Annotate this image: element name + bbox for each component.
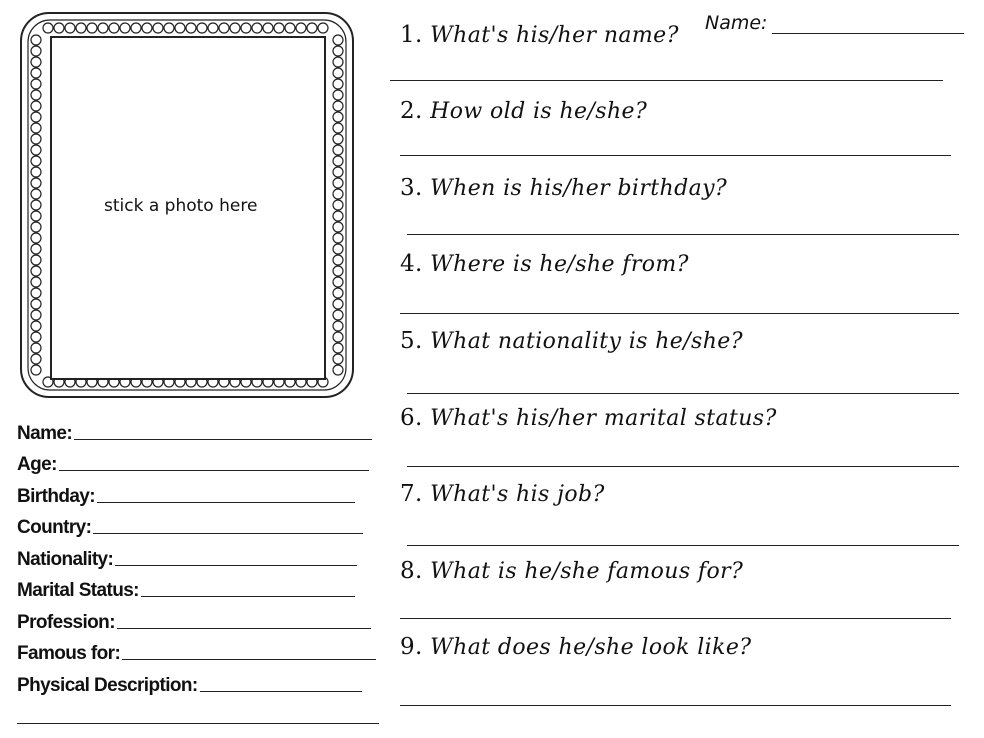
- frame-scallop: [241, 23, 251, 33]
- question-text: What nationality is he/she?: [430, 329, 743, 354]
- field-line[interactable]: [122, 659, 376, 660]
- frame-scallop: [164, 23, 174, 33]
- frame-scallop: [333, 310, 343, 320]
- frame-scallop: [31, 112, 41, 122]
- frame-scallop: [333, 255, 343, 265]
- frame-scallop: [31, 277, 41, 287]
- frame-scallop: [31, 46, 41, 56]
- frame-scallop: [31, 90, 41, 100]
- frame-scallop: [76, 23, 86, 33]
- frame-scallop: [333, 167, 343, 177]
- frame-scallop: [31, 233, 41, 243]
- frame-scallop: [333, 156, 343, 166]
- frame-scallop: [131, 23, 141, 33]
- student-name-line[interactable]: [772, 33, 964, 34]
- frame-scallop: [142, 23, 152, 33]
- frame-scallop: [333, 299, 343, 309]
- frame-scallop: [31, 332, 41, 342]
- question-number: 5.: [400, 328, 423, 354]
- question-number: 7.: [400, 481, 423, 507]
- frame-scallop: [333, 321, 343, 331]
- frame-scallop: [153, 23, 163, 33]
- field-line[interactable]: [117, 628, 371, 629]
- question-number: 6.: [400, 405, 423, 431]
- frame-scallop: [109, 23, 119, 33]
- frame-scallop: [31, 79, 41, 89]
- field-line[interactable]: [93, 533, 363, 534]
- frame-scallop: [307, 23, 317, 33]
- field-profession: [17, 602, 381, 634]
- field-label: Marital Status:: [17, 580, 139, 601]
- field-line[interactable]: [74, 439, 372, 440]
- frame-scallop: [31, 321, 41, 331]
- question-text: Where is he/she from?: [430, 252, 689, 277]
- frame-scallop: [31, 35, 41, 45]
- field-line[interactable]: [97, 502, 355, 503]
- frame-scallop: [333, 178, 343, 188]
- answer-line-8[interactable]: [400, 618, 951, 619]
- frame-scallop: [333, 266, 343, 276]
- photo-placeholder-text: stick a photo here: [104, 196, 258, 216]
- frame-scallop: [31, 178, 41, 188]
- frame-scallop: [175, 23, 185, 33]
- frame-scallop: [333, 343, 343, 353]
- answer-line-1[interactable]: [390, 80, 943, 81]
- question-text: What's his job?: [430, 482, 605, 507]
- frame-scallop: [31, 222, 41, 232]
- question-number: 1.: [400, 22, 423, 48]
- frame-scallop: [274, 23, 284, 33]
- frame-scallop: [333, 90, 343, 100]
- field-name: [17, 413, 381, 445]
- frame-scallop: [186, 23, 196, 33]
- frame-scallop: [208, 23, 218, 33]
- frame-scallop: [333, 244, 343, 254]
- field-marital-status: [17, 571, 381, 603]
- frame-scallop: [31, 343, 41, 353]
- physical-description-extra-line[interactable]: [17, 723, 379, 724]
- question-text: How old is he/she?: [430, 99, 648, 124]
- profile-fields: [17, 413, 381, 697]
- field-country: [17, 508, 381, 540]
- frame-scallop: [31, 123, 41, 133]
- field-label: Physical Description:: [17, 674, 198, 696]
- frame-scallop: [31, 167, 41, 177]
- field-birthday: [17, 476, 381, 508]
- field-age: [17, 445, 381, 477]
- question-5: [400, 328, 743, 354]
- answer-line-7[interactable]: [407, 545, 959, 546]
- frame-scallop: [98, 23, 108, 33]
- field-label: Profession:: [17, 611, 115, 633]
- field-label: Country:: [17, 517, 92, 538]
- question-2: [400, 98, 647, 124]
- frame-scallop: [31, 266, 41, 276]
- question-text: What is he/she famous for?: [430, 559, 744, 584]
- frame-scallop: [333, 200, 343, 210]
- frame-scallop: [31, 57, 41, 67]
- frame-scallop: [333, 68, 343, 78]
- frame-scallop: [333, 288, 343, 298]
- question-text: What does he/she look like?: [430, 635, 752, 660]
- frame-scallop: [318, 23, 328, 33]
- frame-scallop: [333, 233, 343, 243]
- frame-scallop: [31, 354, 41, 364]
- answer-line-4[interactable]: [400, 313, 959, 314]
- frame-scallop: [333, 123, 343, 133]
- question-number: 3.: [400, 175, 423, 201]
- question-1: [400, 22, 679, 48]
- question-number: 9.: [400, 634, 423, 660]
- frame-scallop: [31, 244, 41, 254]
- frame-scallop: [333, 57, 343, 67]
- frame-scallop: [120, 23, 130, 33]
- frame-scallop: [65, 23, 75, 33]
- frame-scallop: [333, 354, 343, 364]
- answer-line-2[interactable]: [400, 155, 951, 156]
- field-label: Name:: [17, 422, 73, 444]
- frame-scallop: [333, 332, 343, 342]
- frame-scallop: [31, 255, 41, 265]
- frame-scallop: [230, 23, 240, 33]
- frame-scallop: [31, 200, 41, 210]
- frame-scallop: [333, 211, 343, 221]
- answer-line-3[interactable]: [407, 234, 959, 235]
- frame-scallop: [333, 277, 343, 287]
- frame-scallop: [31, 189, 41, 199]
- field-famous-for: [17, 634, 381, 666]
- frame-scallop: [31, 211, 41, 221]
- question-text: When is his/her birthday?: [430, 176, 728, 201]
- frame-scallop: [333, 365, 343, 375]
- frame-scallop: [31, 299, 41, 309]
- frame-scallop: [54, 23, 64, 33]
- field-label: Birthday:: [17, 485, 95, 507]
- frame-scallop: [31, 365, 41, 375]
- question-7: [400, 481, 605, 507]
- frame-scallop: [285, 23, 295, 33]
- field-line[interactable]: [200, 691, 362, 692]
- frame-scallop: [333, 101, 343, 111]
- frame-scallop: [197, 23, 207, 33]
- frame-scallop: [31, 134, 41, 144]
- frame-scallop: [219, 23, 229, 33]
- frame-scallop: [333, 189, 343, 199]
- field-line[interactable]: [115, 565, 357, 566]
- answer-line-5[interactable]: [407, 393, 959, 394]
- frame-scallop: [333, 46, 343, 56]
- frame-scallop: [31, 68, 41, 78]
- frame-scallop: [87, 23, 97, 33]
- frame-scallop: [31, 145, 41, 155]
- student-name-label: Name:: [705, 12, 768, 34]
- frame-scallop: [333, 79, 343, 89]
- frame-scallop: [333, 35, 343, 45]
- frame-scallop: [333, 145, 343, 155]
- frame-scallop: [31, 288, 41, 298]
- frame-scallop: [333, 222, 343, 232]
- frame-scallop: [263, 23, 273, 33]
- question-number: 2.: [400, 98, 423, 124]
- question-6: [400, 405, 777, 431]
- question-number: 4.: [400, 251, 423, 277]
- field-label: Age:: [17, 454, 57, 475]
- field-line[interactable]: [141, 596, 355, 597]
- frame-scallop: [333, 112, 343, 122]
- frame-scallop: [31, 310, 41, 320]
- frame-scallop: [31, 156, 41, 166]
- field-nationality: [17, 539, 381, 571]
- field-label: Nationality:: [17, 548, 114, 570]
- frame-scallop: [43, 23, 53, 33]
- field-label: Famous for:: [17, 643, 121, 664]
- question-3: [400, 175, 727, 201]
- question-4: [400, 251, 689, 277]
- answer-line-9[interactable]: [400, 705, 951, 706]
- frame-scallop: [296, 23, 306, 33]
- frame-scallop: [31, 101, 41, 111]
- frame-scallop: [252, 23, 262, 33]
- question-number: 8.: [400, 558, 423, 584]
- question-text: What's his/her name?: [430, 23, 679, 48]
- frame-scallop: [333, 134, 343, 144]
- question-8: [400, 558, 743, 584]
- question-text: What's his/her marital status?: [430, 406, 777, 431]
- question-9: [400, 634, 751, 660]
- field-physical-description: [17, 665, 381, 697]
- answer-line-6[interactable]: [407, 466, 959, 467]
- field-line[interactable]: [59, 470, 369, 471]
